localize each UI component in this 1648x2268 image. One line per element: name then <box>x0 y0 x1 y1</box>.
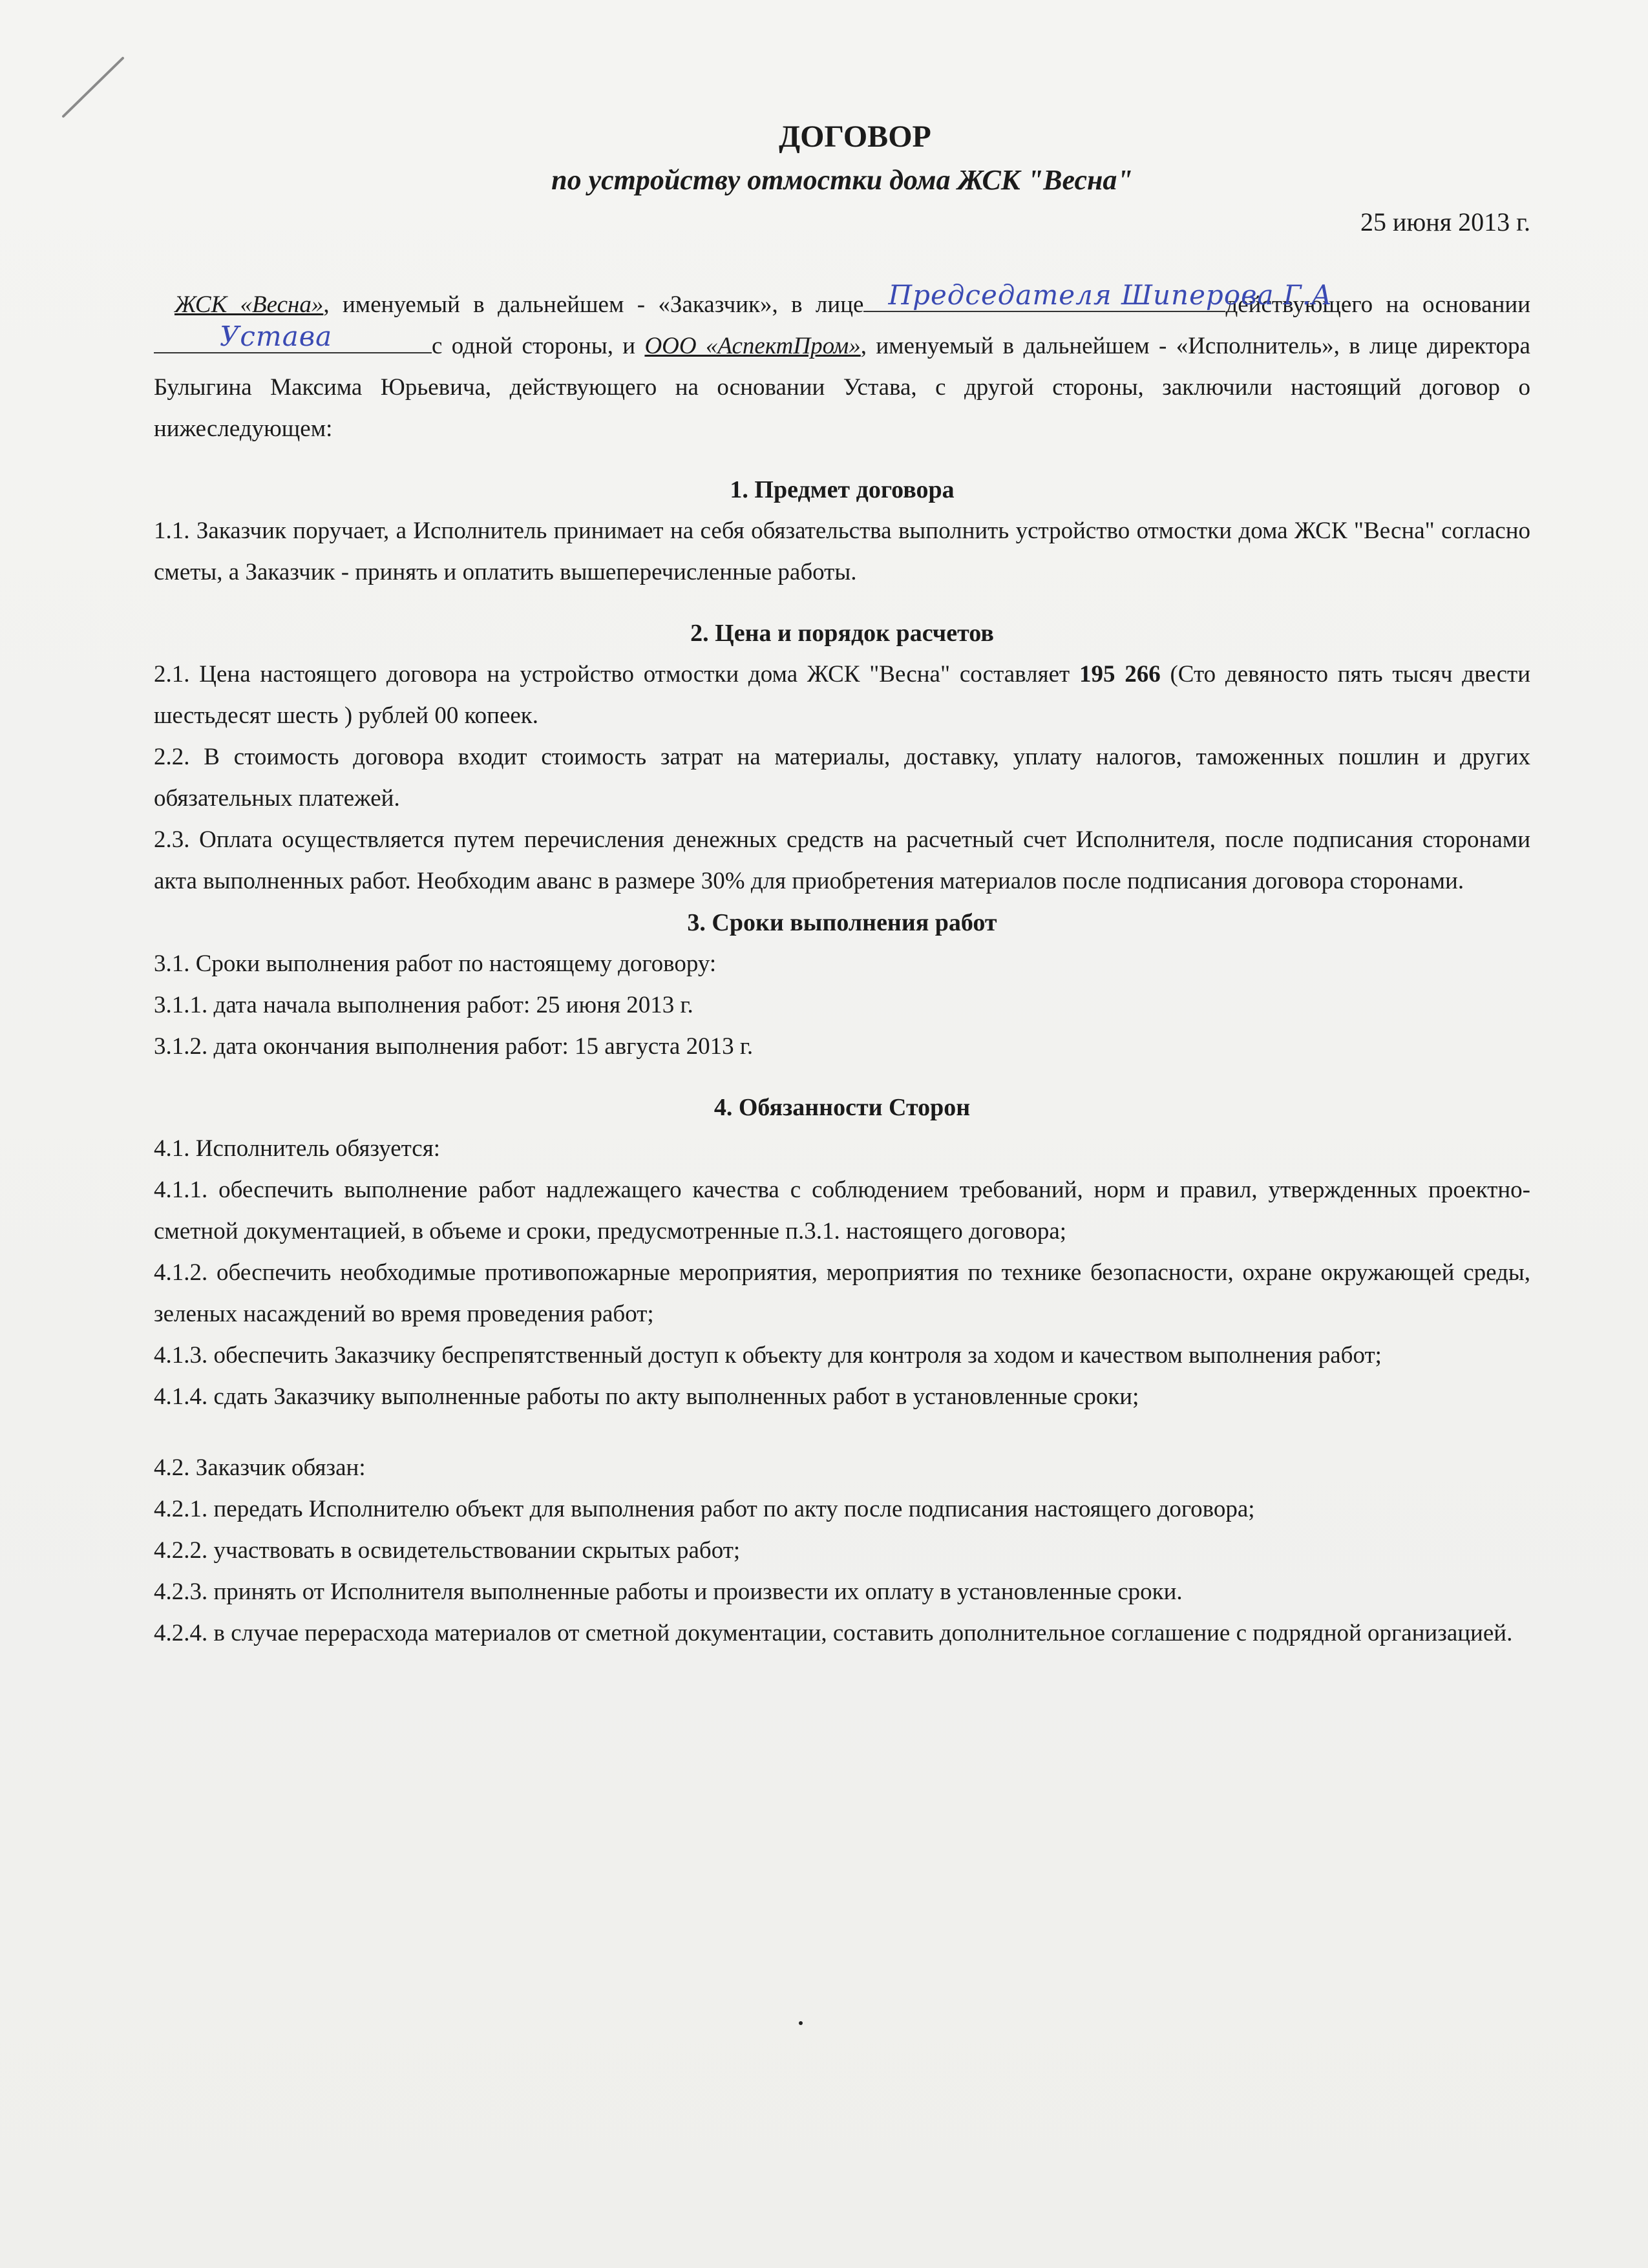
clause-2-1 <box>154 654 1530 737</box>
contract-amount: 195 266 <box>1079 661 1161 688</box>
clause-4-2: 4.2. Заказчик обязан: <box>154 1454 366 1481</box>
section-4-heading: 4. Обязанности Сторон <box>713 1094 971 1121</box>
section-2-heading: 2. Цена и порядок расчетов <box>690 620 994 647</box>
party-customer: ЖСК «Весна» <box>174 291 324 318</box>
clause-4-1-1: 4.1.1. обеспечить выполнение работ надлежащего качества с соблюдением требований, норм и правил, утвержденных проектно-сметной документацией, в объеме и сроки, предусмотренные п.3.1. настоящего договора; <box>154 1177 1530 1244</box>
clause-4-2-2: 4.2.2. участвовать в освидетельствовании скрытых работ; <box>154 1537 741 1564</box>
document-subtitle: по устройству отмостки дома ЖСК "Весна" <box>551 164 1133 196</box>
clause-4-1: 4.1. Исполнитель обязуется: <box>154 1135 440 1162</box>
clause-3-1-1: 3.1.1. дата начала выполнения работ: 25 июня 2013 г. <box>154 992 693 1018</box>
handwritten-basis: Устава <box>220 320 333 352</box>
section-1-heading: 1. Предмет договора <box>730 476 955 503</box>
handwritten-basis-field <box>154 320 432 353</box>
preamble <box>154 279 1530 450</box>
clause-4-1-3: 4.1.3. обеспечить Заказчику беспрепятственный доступ к объекту для контроля за ходом и качеством выполнения работ; <box>154 1342 1382 1369</box>
party-contractor: ООО «АспектПром» <box>644 333 861 359</box>
section-3-heading: 3. Сроки выполнения работ <box>687 909 997 936</box>
clause-2-1-text: 2.1. Цена настоящего договора на устройство отмостки дома ЖСК "Весна" составляет <box>154 661 1079 688</box>
scan-speck <box>799 2021 803 2025</box>
clause-3-1: 3.1. Сроки выполнения работ по настоящему договору: <box>154 950 717 977</box>
preamble-text-4: , именуемый в дальнейшем - «Исполнитель», в лице директора Булыгина Максима Юрьевича, действующего на основании Устава, с другой стороны, заключили настоящий договор о нижеследующем: <box>154 333 1530 442</box>
preamble-text-2: действующего на основании <box>1225 291 1530 318</box>
clause-3-1-2: 3.1.2. дата окончания выполнения работ: 15 августа 2013 г. <box>154 1033 754 1060</box>
clause-4-2-3: 4.2.3. принять от Исполнителя выполненные работы и произвести их оплату в установленные сроки. <box>154 1579 1183 1605</box>
handwritten-position-field <box>863 279 1333 312</box>
preamble-text-1: , именуемый в дальнейшем - «Заказчик», в лице <box>323 291 864 318</box>
clause-2-3: 2.3. Оплата осуществляется путем перечисления денежных средств на расчетный счет Исполнителя, после подписания сторонами акта выполненных работ. Необходим аванс в размере 30% для приобретения материалов после подписания договора сторонами. <box>154 826 1530 894</box>
preamble-text-3: с одной стороны, и <box>432 333 636 359</box>
clause-4-2-4: 4.2.4. в случае перерасхода материалов от сметной документации, составить дополнительное соглашение с подрядной организацией. <box>154 1620 1513 1646</box>
document-title: ДОГОВОР <box>779 120 931 154</box>
clause-4-1-4: 4.1.4. сдать Заказчику выполненные работы по акту выполненных работ в установленные сроки; <box>154 1383 1139 1410</box>
contract-body <box>154 116 1530 1654</box>
clause-4-2-1: 4.2.1. передать Исполнителю объект для выполнения работ по акту после подписания настоящего договора; <box>154 1496 1255 1522</box>
contract-date: 25 июня 2013 г. <box>1360 207 1530 236</box>
pen-stroke-mark <box>58 52 129 123</box>
spacer <box>154 1418 1530 1447</box>
clause-2-2: 2.2. В стоимость договора входит стоимость затрат на материалы, доставку, уплату налогов, таможенных пошлин и других обязательных платежей. <box>154 744 1530 812</box>
clause-1-1: 1.1. Заказчик поручает, а Исполнитель принимает на себя обязательства выполнить устройство отмостки дома ЖСК "Весна" согласно сметы, а Заказчик - принять и оплатить вышеперечисленные работы. <box>154 518 1530 585</box>
clause-2-1-amount-words: (Сто девяносто пять тысяч двести шестьдесят шесть ) рублей 00 копеек. <box>154 661 1530 729</box>
clause-4-1-2: 4.1.2. обеспечить необходимые противопожарные мероприятия, мероприятия по технике безопасности, охране окружающей среды, зеленых насаждений во время проведения работ; <box>154 1259 1530 1327</box>
handwritten-position: Председателя Шиперова Г.А <box>888 279 1333 311</box>
